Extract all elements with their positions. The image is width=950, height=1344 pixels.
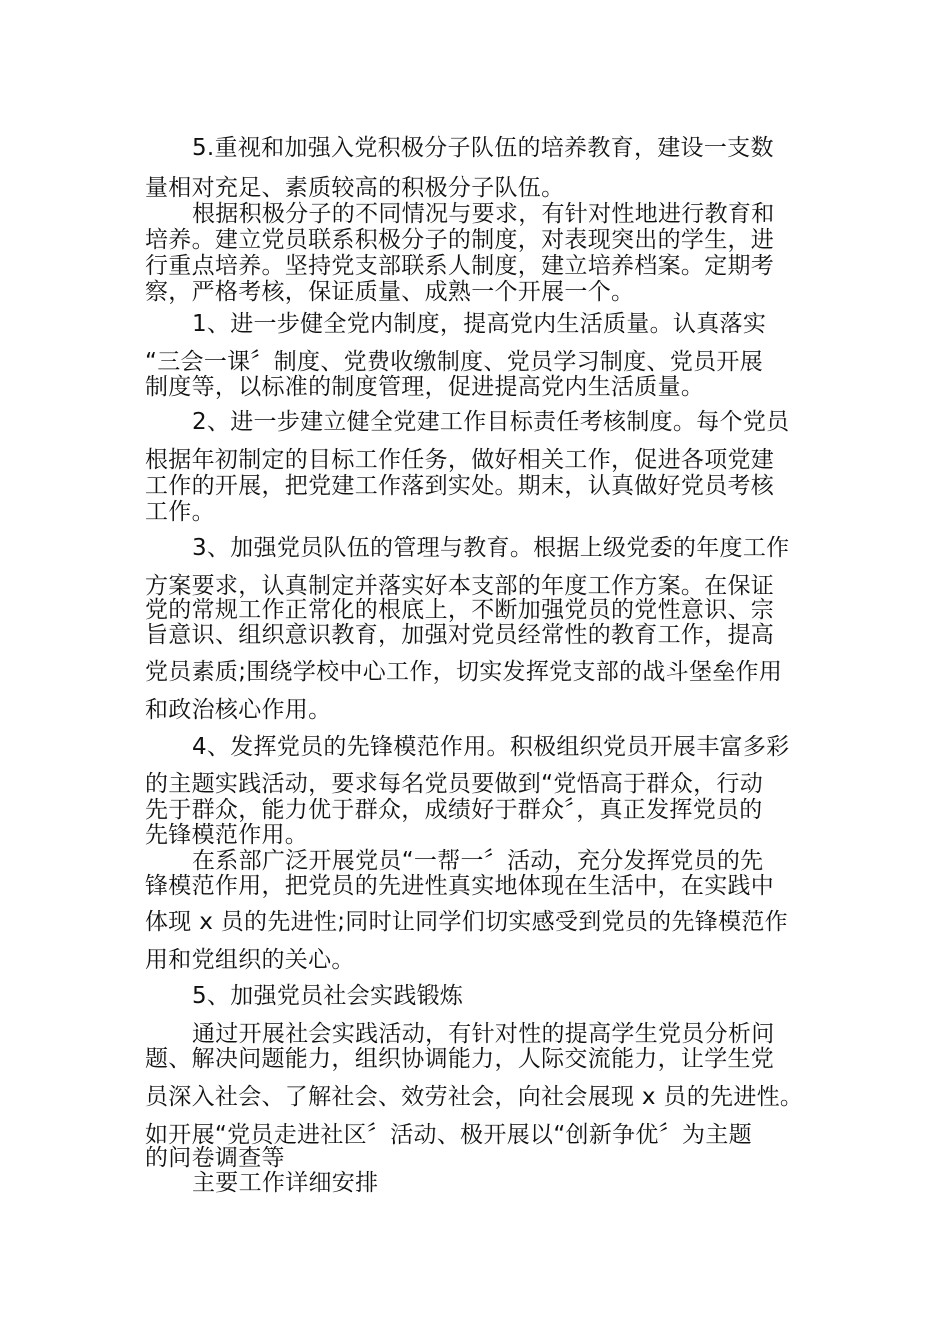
text-line: 4、发挥党员的先锋模范作用。积极组织党员开展丰富多彩	[192, 734, 790, 760]
text-line: 根据积极分子的不同情况与要求，有针对性地进行教育和	[192, 201, 775, 227]
text-line: “三会一课〞制度、党费收缴制度、党员学习制度、党员开展	[145, 349, 764, 375]
text-line: 主要工作详细安排	[192, 1170, 379, 1196]
text-line: 工作的开展，把党建工作落到实处。期末，认真做好党员考核	[145, 473, 775, 499]
text-line: 和政治核心作用。	[145, 697, 332, 723]
text-line: 根据年初制定的目标工作任务，做好相关工作，促进各项党建	[145, 447, 775, 473]
text-line: 在系部广泛开展党员“一帮一〞活动，充分发挥党员的先	[192, 848, 764, 874]
text-line: 通过开展社会实践活动，有针对性的提高学生党员分析问	[192, 1021, 775, 1047]
text-line: 5.重视和加强入党积极分子队伍的培养教育，建设一支数	[192, 135, 774, 161]
text-line: 党的常规工作正常化的根底上，不断加强党员的党性意识、宗	[145, 597, 775, 623]
text-line: 旨意识、组织意识教育，加强对党员经常性的教育工作，提高	[145, 622, 775, 648]
text-line: 题、解决问题能力，组织协调能力，人际交流能力，让学生党	[145, 1046, 775, 1072]
text-line: 先锋模范作用。	[145, 822, 309, 848]
text-line: 员深入社会、了解社会、效劳社会，向社会展现 x 员的先进性。	[145, 1084, 804, 1110]
text-line: 量相对充足、素质较高的积极分子队伍。	[145, 175, 565, 201]
text-line: 的问卷调查等	[145, 1145, 285, 1171]
text-line: 党员素质;围绕学校中心工作，切实发挥党支部的战斗堡垒作用	[145, 659, 783, 685]
text-line: 培养。建立党员联系积极分子的制度，对表现突出的学生，进	[145, 227, 775, 253]
text-line: 2、进一步建立健全党建工作目标责任考核制度。每个党员	[192, 409, 790, 435]
text-line: 1、进一步健全党内制度，提高党内生活质量。认真落实	[192, 311, 767, 337]
text-line: 方案要求，认真制定并落实好本支部的年度工作方案。在保证	[145, 573, 775, 599]
text-line: 的主题实践活动，要求每名党员要做到“党悟高于群众，行动	[145, 771, 764, 797]
text-line: 先于群众，能力优于群众，成绩好于群众〞，真正发挥党员的	[145, 797, 763, 823]
text-line: 体现 x 员的先进性;同时让同学们切实感受到党员的先锋模范作	[145, 909, 788, 935]
text-line: 制度等，以标准的制度管理，促进提高党内生活质量。	[145, 374, 705, 400]
text-line: 3、加强党员队伍的管理与教育。根据上级党委的年度工作	[192, 535, 790, 561]
text-line: 如开展“党员走进社区〞活动、极开展以“创新争优〞为主题	[145, 1122, 752, 1148]
text-line: 用和党组织的关心。	[145, 947, 355, 973]
text-line: 锋模范作用，把党员的先进性真实地体现在生活中，在实践中	[145, 873, 775, 899]
text-line: 行重点培养。坚持党支部联系人制度，建立培养档案。定期考	[145, 253, 775, 279]
text-line: 察，严格考核，保证质量、成熟一个开展一个。	[145, 279, 635, 305]
text-line: 工作。	[145, 499, 215, 525]
text-line: 5、加强党员社会实践锻炼	[192, 983, 464, 1009]
